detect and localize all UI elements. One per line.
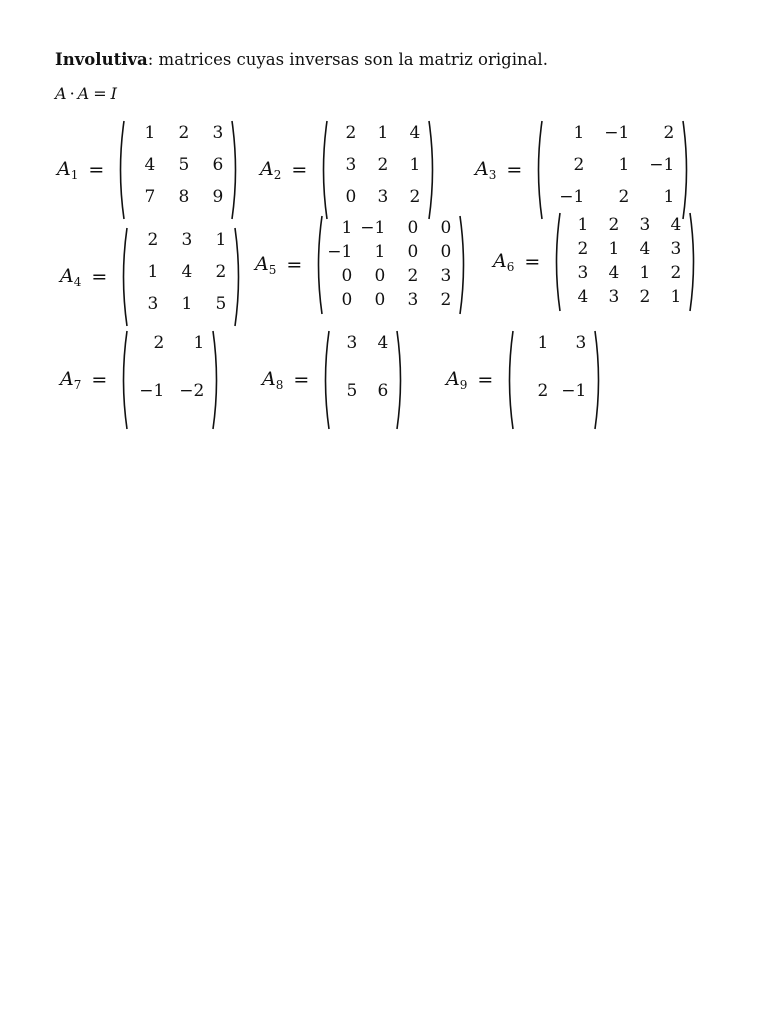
matrix-entry: 6 — [377, 381, 389, 401]
matrix-entry: 4 — [377, 333, 389, 353]
matrix-entry: 2 — [407, 266, 419, 286]
matrix-body — [321, 330, 405, 430]
left-parenthesis — [314, 215, 324, 315]
matrix-entry: 7 — [144, 187, 156, 207]
matrix-entry: 0 — [345, 187, 357, 207]
matrix-entry: 5 — [178, 155, 190, 175]
equals-sign: = — [506, 159, 523, 181]
matrix-entry: 3 — [440, 266, 452, 286]
matrix-name — [57, 158, 78, 182]
matrix-entries — [562, 212, 688, 312]
matrix-a4 — [60, 227, 243, 327]
matrix-a5 — [255, 215, 468, 315]
equals-sign: = — [91, 369, 108, 391]
equals-sign: = — [291, 159, 308, 181]
matrix-entry: 2 — [377, 155, 389, 175]
matrix-entry: −1 — [327, 242, 353, 262]
right-parenthesis — [395, 330, 405, 430]
matrix-index: 4 — [73, 275, 82, 289]
matrix-letter: A — [493, 250, 507, 272]
matrix-entry: 1 — [537, 333, 549, 353]
matrix-a1 — [57, 120, 240, 220]
matrix-entry: 2 — [639, 287, 651, 307]
matrix-entry: 2 — [663, 123, 675, 143]
matrix-entry: 1 — [215, 230, 227, 250]
matrix-letter: A — [262, 368, 276, 390]
matrix-entry: −1 — [649, 155, 675, 175]
equals-sign: = — [91, 266, 108, 288]
matrix-a3 — [475, 120, 691, 220]
matrix-body — [534, 120, 691, 220]
matrix-body — [119, 227, 243, 327]
matrix-entries — [515, 330, 593, 430]
matrix-letter: A — [260, 158, 274, 180]
left-parenthesis — [534, 120, 544, 220]
left-parenthesis — [552, 212, 562, 312]
matrix-entry: 3 — [346, 333, 358, 353]
matrix-a2 — [260, 120, 437, 220]
equals-sign: = — [286, 254, 303, 276]
matrix-index: 2 — [273, 168, 282, 182]
left-parenthesis — [119, 330, 129, 430]
matrix-entry: 2 — [147, 230, 159, 250]
matrix-entries — [544, 120, 681, 220]
matrix-letter: A — [60, 265, 74, 287]
matrix-entry: 1 — [409, 155, 421, 175]
matrix-entry: 2 — [618, 187, 630, 207]
matrix-entry: 4 — [144, 155, 156, 175]
matrix-index: 6 — [506, 260, 515, 274]
matrix-entry: −1 — [360, 218, 386, 238]
matrix-entry: −1 — [604, 123, 630, 143]
involutive-equation — [55, 84, 117, 103]
matrix-entry: 1 — [573, 123, 585, 143]
equals-sign: = — [477, 369, 494, 391]
matrix-letter: A — [446, 368, 460, 390]
matrix-entry: 0 — [407, 218, 419, 238]
right-parenthesis — [230, 120, 240, 220]
matrix-entry: 1 — [663, 187, 675, 207]
matrix-index: 7 — [73, 378, 82, 392]
matrix-a8 — [262, 330, 405, 430]
matrix-entry: 5 — [346, 381, 358, 401]
equals-sign: = — [524, 251, 541, 273]
matrix-entry: 3 — [345, 155, 357, 175]
matrix-entry: 2 — [577, 239, 589, 259]
matrix-entry: 5 — [215, 294, 227, 314]
matrix-entries — [129, 227, 233, 327]
matrix-entry: 4 — [639, 239, 651, 259]
matrix-entry: 1 — [144, 123, 156, 143]
left-parenthesis — [116, 120, 126, 220]
right-parenthesis — [211, 330, 221, 430]
matrix-entry: 0 — [374, 290, 386, 310]
matrix-entry: 0 — [407, 242, 419, 262]
definition-term: Involutiva — [55, 50, 148, 69]
matrix-entries — [126, 120, 230, 220]
matrix-entry: 9 — [212, 187, 224, 207]
matrix-name — [475, 158, 496, 182]
matrix-entries — [129, 330, 211, 430]
matrix-entry: 3 — [670, 239, 682, 259]
equals-sign: = — [293, 369, 310, 391]
matrix-entry: 2 — [537, 381, 549, 401]
matrix-entry: 2 — [345, 123, 357, 143]
matrix-entry: 3 — [577, 263, 589, 283]
matrix-entry: 2 — [178, 123, 190, 143]
matrix-entry: 2 — [670, 263, 682, 283]
right-parenthesis — [688, 212, 698, 312]
matrix-entries — [329, 120, 427, 220]
matrix-entry: −1 — [561, 381, 587, 401]
matrix-entry: −1 — [559, 187, 585, 207]
right-parenthesis — [233, 227, 243, 327]
matrix-entry: 4 — [181, 262, 193, 282]
equation-right: A — [77, 84, 90, 103]
matrix-name — [260, 158, 281, 182]
matrix-a7 — [60, 330, 221, 430]
matrix-entry: 0 — [341, 290, 353, 310]
matrix-entry: 2 — [440, 290, 452, 310]
right-parenthesis — [458, 215, 468, 315]
matrix-body — [505, 330, 603, 430]
matrix-entry: 1 — [670, 287, 682, 307]
left-parenthesis — [505, 330, 515, 430]
right-parenthesis — [427, 120, 437, 220]
matrix-body — [552, 212, 698, 312]
left-parenthesis — [119, 227, 129, 327]
matrix-entry: 3 — [407, 290, 419, 310]
matrix-entry: 4 — [409, 123, 421, 143]
matrix-body — [119, 330, 221, 430]
right-parenthesis — [681, 120, 691, 220]
left-parenthesis — [319, 120, 329, 220]
matrix-entry: −1 — [139, 381, 165, 401]
matrix-body — [319, 120, 437, 220]
matrix-letter: A — [57, 158, 71, 180]
matrix-entry: 2 — [409, 187, 421, 207]
matrix-body — [314, 215, 468, 315]
left-parenthesis — [321, 330, 331, 430]
matrix-entry: 1 — [608, 239, 620, 259]
equation-equals: = — [93, 84, 107, 103]
matrix-a6 — [493, 212, 698, 312]
matrix-entry: 1 — [374, 242, 386, 262]
matrix-index: 5 — [268, 263, 277, 277]
matrix-name — [493, 250, 514, 274]
matrix-entry: 0 — [341, 266, 353, 286]
matrix-entry: 2 — [215, 262, 227, 282]
matrix-index: 8 — [275, 378, 284, 392]
equation-dot: · — [69, 84, 75, 103]
matrix-entry: 4 — [608, 263, 620, 283]
matrix-index: 1 — [70, 168, 79, 182]
matrix-entry: 3 — [575, 333, 587, 353]
matrix-name — [60, 368, 81, 392]
matrix-name — [262, 368, 283, 392]
matrix-entry: 1 — [181, 294, 193, 314]
matrix-entry: 1 — [193, 333, 205, 353]
matrix-entry: 8 — [178, 187, 190, 207]
matrix-letter: A — [60, 368, 74, 390]
equation-left: A — [55, 84, 67, 103]
matrix-entry: 1 — [341, 218, 353, 238]
matrix-entry: 4 — [670, 215, 682, 235]
matrix-entry: 3 — [181, 230, 193, 250]
right-parenthesis — [593, 330, 603, 430]
matrix-letter: A — [475, 158, 489, 180]
matrix-name — [60, 265, 81, 289]
definition-line — [55, 50, 548, 69]
matrix-entry: 1 — [577, 215, 589, 235]
matrix-entry: 3 — [212, 123, 224, 143]
matrix-entry: 3 — [639, 215, 651, 235]
matrix-entries — [324, 215, 458, 315]
matrix-entry: 3 — [377, 187, 389, 207]
matrix-entry: 1 — [377, 123, 389, 143]
matrix-index: 3 — [488, 168, 497, 182]
matrix-entry: 2 — [153, 333, 165, 353]
matrix-entry: 1 — [147, 262, 159, 282]
matrix-body — [116, 120, 240, 220]
matrix-entry: 0 — [440, 218, 452, 238]
matrix-entry: 0 — [440, 242, 452, 262]
definition-text: : matrices cuyas inversas son la matriz original. — [147, 50, 548, 69]
matrix-entry: 3 — [147, 294, 159, 314]
matrix-index: 9 — [459, 378, 468, 392]
matrix-name — [446, 368, 467, 392]
matrix-entry: 1 — [639, 263, 651, 283]
equation-result: I — [110, 84, 117, 103]
matrix-entry: 0 — [374, 266, 386, 286]
matrix-entry: 1 — [618, 155, 630, 175]
matrix-entry: 2 — [608, 215, 620, 235]
matrix-entries — [331, 330, 395, 430]
matrix-entry: 3 — [608, 287, 620, 307]
equals-sign: = — [88, 159, 105, 181]
matrix-letter: A — [255, 253, 269, 275]
matrix-entry: 6 — [212, 155, 224, 175]
matrix-a9 — [446, 330, 603, 430]
matrix-entry: −2 — [179, 381, 205, 401]
matrix-entry: 4 — [577, 287, 589, 307]
matrix-name — [255, 253, 276, 277]
matrix-entry: 2 — [573, 155, 585, 175]
